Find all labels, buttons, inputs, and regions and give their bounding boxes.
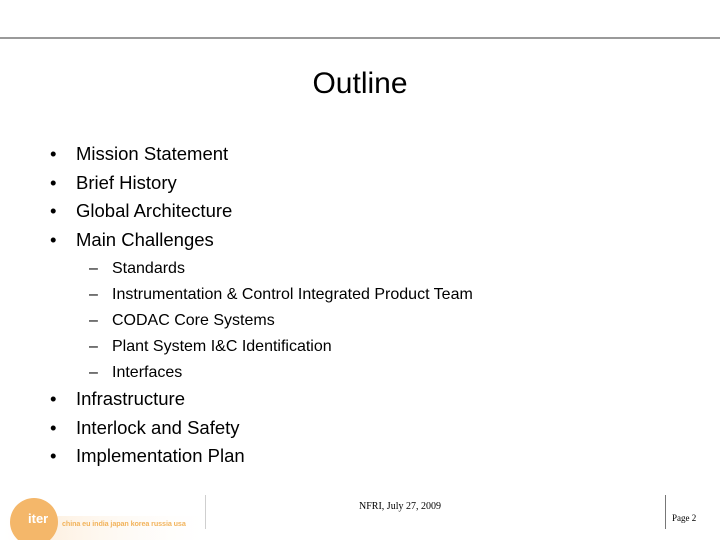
page-number: Page 2 [672, 513, 697, 523]
main-bullet-list-continued [50, 385, 245, 471]
sub-bullet-text: CODAC Core Systems [112, 312, 275, 329]
dash-mark: – [89, 338, 98, 355]
bullet-mark: • [50, 200, 57, 222]
sub-bullet-item [89, 256, 473, 282]
bullet-mark: • [50, 445, 57, 467]
sub-bullet-text: Instrumentation & Control Integrated Product Team [112, 286, 473, 303]
bullet-text: Infrastructure [76, 388, 185, 409]
bullet-item [50, 140, 232, 169]
sub-bullet-text: Standards [112, 260, 185, 277]
sub-bullet-item [89, 360, 473, 386]
top-rule [0, 37, 720, 39]
bullet-item [50, 169, 232, 198]
bullet-mark: • [50, 388, 57, 409]
bullet-item [50, 226, 232, 255]
bullet-item [50, 385, 245, 414]
footer-date: NFRI, July 27, 2009 [359, 501, 441, 512]
bullet-mark: • [50, 416, 57, 438]
sub-bullet-item [89, 282, 473, 308]
dash-mark: – [89, 312, 98, 329]
bullet-mark: • [50, 143, 57, 164]
bullet-text: Global Architecture [76, 200, 233, 222]
bullet-mark: • [50, 229, 57, 251]
sub-bullet-text: Interfaces [112, 364, 183, 381]
sub-bullet-text: Plant System I&C Identification [112, 338, 332, 355]
bullet-mark: • [50, 171, 57, 193]
bullet-text: Implementation Plan [76, 445, 245, 467]
footer-divider [665, 495, 666, 529]
logo-wordmark: iter [28, 511, 49, 526]
bullet-text: Main Challenges [76, 229, 214, 251]
bullet-item [50, 197, 232, 226]
bullet-item [50, 414, 245, 443]
bullet-text: Brief History [76, 171, 177, 193]
bullet-item [50, 442, 245, 471]
sub-bullet-item [89, 334, 473, 360]
sub-bullet-item [89, 308, 473, 334]
slide-title: Outline [312, 67, 408, 100]
main-bullet-list [50, 140, 232, 255]
dash-mark: – [89, 260, 98, 277]
logo-tagline: china eu india japan korea russia usa [62, 519, 186, 528]
sub-bullet-list [89, 256, 473, 386]
footer-divider [205, 495, 206, 529]
dash-mark: – [89, 364, 98, 381]
bullet-text: Mission Statement [76, 143, 229, 164]
dash-mark: – [89, 286, 98, 303]
bullet-text: Interlock and Safety [76, 416, 240, 438]
